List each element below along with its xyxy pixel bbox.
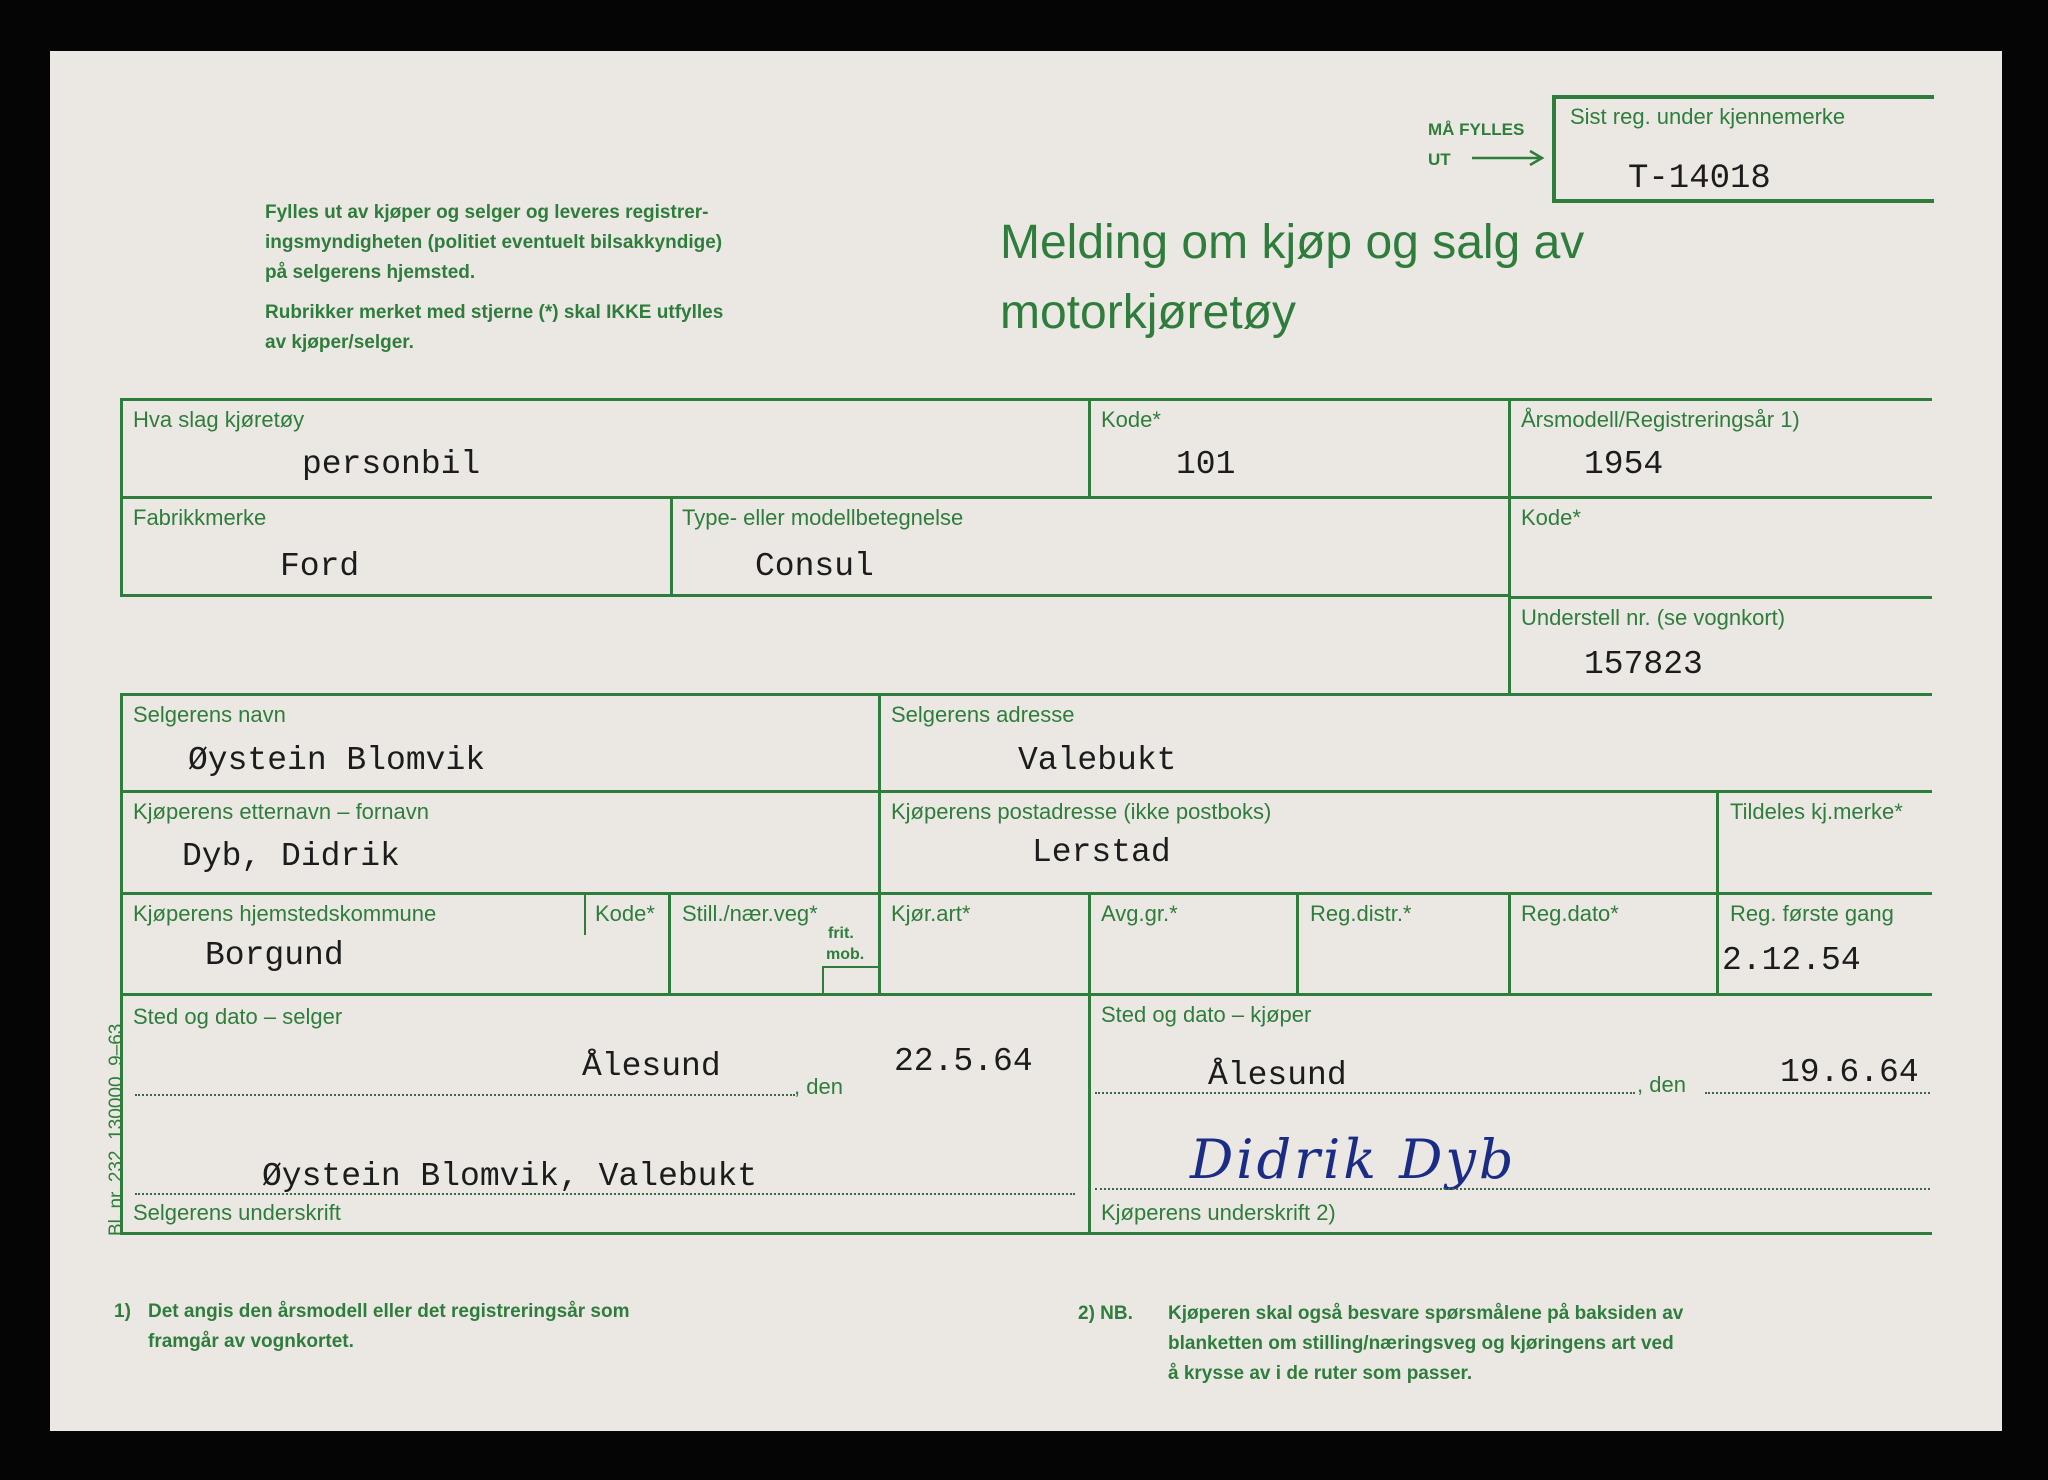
notice-line: på selgerens hjemsted. xyxy=(265,262,476,283)
arsmodell-label: Årsmodell/Registreringsår 1) xyxy=(1521,407,1800,432)
notice-line: Fylles ut av kjøper og selger og leveres registrer- xyxy=(265,202,709,223)
kode3-label: Kode* xyxy=(595,901,655,926)
rule xyxy=(120,892,1932,895)
arsmodell-value[interactable]: 1954 xyxy=(1584,446,1664,483)
dotted-line xyxy=(1095,1188,1930,1190)
ma-fylles-label: MÅ FYLLES xyxy=(1428,120,1525,139)
rule xyxy=(1510,596,1932,599)
title-line: Melding om kjøp og salg av xyxy=(1000,216,1585,269)
kjoper-post-label: Kjøperens postadresse (ikke postboks) xyxy=(891,799,1272,824)
sist-reg-label: Sist reg. under kjennemerke xyxy=(1570,104,1846,129)
rubric-line: Rubrikker merket med stjerne (*) skal IKKE utfylles xyxy=(265,302,724,323)
den-label: , den xyxy=(794,1074,843,1099)
sted-selger-value[interactable]: Ålesund xyxy=(582,1048,721,1085)
form-number: Bl. nr. 232. 130000. 9–63 xyxy=(106,1023,127,1236)
rubric-line: av kjøper/selger. xyxy=(265,332,414,353)
type-label: Type- eller modellbetegnelse xyxy=(682,505,964,530)
arrow-right-icon xyxy=(1472,148,1552,168)
kjoper-underskrift-label: Kjøperens underskrift 2) xyxy=(1101,1200,1336,1225)
understell-value[interactable]: 157823 xyxy=(1584,646,1703,683)
form-title xyxy=(1000,208,1584,348)
selger-navn-value[interactable]: Øystein Blomvik xyxy=(188,742,486,779)
footnote-line: Det angis den årsmodell eller det registreringsår som xyxy=(148,1301,630,1322)
understell-label: Understell nr. (se vognkort) xyxy=(1521,605,1786,630)
rubric-block xyxy=(265,298,723,358)
rule xyxy=(120,594,1510,597)
regforste-value[interactable]: 2.12.54 xyxy=(1722,942,1861,979)
dato-kjoper-value[interactable]: 19.6.64 xyxy=(1780,1054,1919,1091)
rule xyxy=(878,693,881,994)
rule xyxy=(120,496,1932,499)
kjoretoy-label: Hva slag kjøretøy xyxy=(133,407,305,432)
kjoper-post-value[interactable]: Lerstad xyxy=(1032,834,1171,871)
mob-label: mob. xyxy=(826,946,865,963)
kjoper-signature[interactable]: Didrik Dyb xyxy=(1190,1128,1517,1191)
avggr-label: Avg.gr.* xyxy=(1101,901,1178,926)
rule xyxy=(120,1232,1932,1235)
sted-selger-label: Sted og dato – selger xyxy=(133,1004,343,1029)
rule xyxy=(670,496,673,596)
sted-kjoper-label: Sted og dato – kjøper xyxy=(1101,1002,1312,1027)
rule xyxy=(120,693,1932,696)
rule xyxy=(1508,892,1511,994)
rule xyxy=(1296,892,1299,994)
selger-navn-label: Selgerens navn xyxy=(133,702,286,727)
footnote-1-num: 1) xyxy=(114,1301,131,1322)
selger-underskrift-value[interactable]: Øystein Blomvik, Valebukt xyxy=(262,1158,758,1195)
fabrikk-value[interactable]: Ford xyxy=(280,548,360,585)
rule xyxy=(120,790,1932,793)
footnote-line: å krysse av i de ruter som passer. xyxy=(1168,1363,1473,1384)
tildeles-label: Tildeles kj.merke* xyxy=(1730,799,1903,824)
rule xyxy=(120,398,1932,401)
dotted-line xyxy=(1095,1092,1635,1094)
footnote-line: Kjøperen skal også besvare spørsmålene på baksiden av xyxy=(1168,1303,1684,1324)
regforste-label: Reg. første gang xyxy=(1730,901,1894,926)
kjorart-label: Kjør.art* xyxy=(891,901,971,926)
rule xyxy=(1088,892,1091,994)
rule xyxy=(1716,790,1719,995)
den-label: , den xyxy=(1637,1072,1686,1097)
rule xyxy=(1508,398,1511,693)
rule xyxy=(1088,993,1091,1235)
notice-block xyxy=(265,198,722,288)
selger-adresse-label: Selgerens adresse xyxy=(891,702,1075,727)
sist-reg-value[interactable]: T-14018 xyxy=(1628,160,1771,198)
rule xyxy=(120,993,1932,996)
footnote-2-num: 2) NB. xyxy=(1078,1303,1133,1324)
selger-underskrift-label: Selgerens underskrift xyxy=(133,1200,341,1225)
kode1-label: Kode* xyxy=(1101,407,1161,432)
still-label: Still./nær.veg* xyxy=(682,901,818,926)
kode1-value[interactable]: 101 xyxy=(1176,446,1236,483)
dato-selger-value[interactable]: 22.5.64 xyxy=(894,1043,1033,1080)
kjoper-navn-value[interactable]: Dyb, Didrik xyxy=(182,838,400,875)
regdato-label: Reg.dato* xyxy=(1521,901,1619,926)
kode2-label: Kode* xyxy=(1521,505,1581,530)
kjoper-navn-label: Kjøperens etternavn – fornavn xyxy=(133,799,429,824)
footnote-line: framgår av vognkortet. xyxy=(148,1331,354,1352)
fabrikk-label: Fabrikkmerke xyxy=(133,505,267,530)
rule xyxy=(120,398,123,597)
regdistr-label: Reg.distr.* xyxy=(1310,901,1412,926)
hjemsted-value[interactable]: Borgund xyxy=(205,937,344,974)
rule xyxy=(1088,398,1091,498)
type-value[interactable]: Consul xyxy=(755,548,874,585)
dotted-line xyxy=(135,1193,1075,1195)
selger-adresse-value[interactable]: Valebukt xyxy=(1018,742,1177,779)
frit-mob-box xyxy=(822,966,880,994)
kjoretoy-value[interactable]: personbil xyxy=(302,446,481,483)
rule xyxy=(584,895,586,935)
footnote-2 xyxy=(1168,1299,1683,1389)
frit-label: frit. xyxy=(828,925,854,942)
notice-line: ingsmyndigheten (politiet eventuelt bilsakkyndige) xyxy=(265,232,723,253)
dotted-line xyxy=(135,1094,795,1096)
footnote-1 xyxy=(148,1297,630,1357)
hjemsted-label: Kjøperens hjemstedskommune xyxy=(133,901,437,926)
rule xyxy=(668,892,671,994)
sted-kjoper-value[interactable]: Ålesund xyxy=(1208,1057,1347,1094)
ut-label: UT xyxy=(1428,150,1451,169)
title-line: motorkjøretøy xyxy=(1000,286,1297,339)
footnote-line: blanketten om stilling/næringsveg og kjøringens art ved xyxy=(1168,1333,1674,1354)
dotted-line xyxy=(1705,1092,1930,1094)
